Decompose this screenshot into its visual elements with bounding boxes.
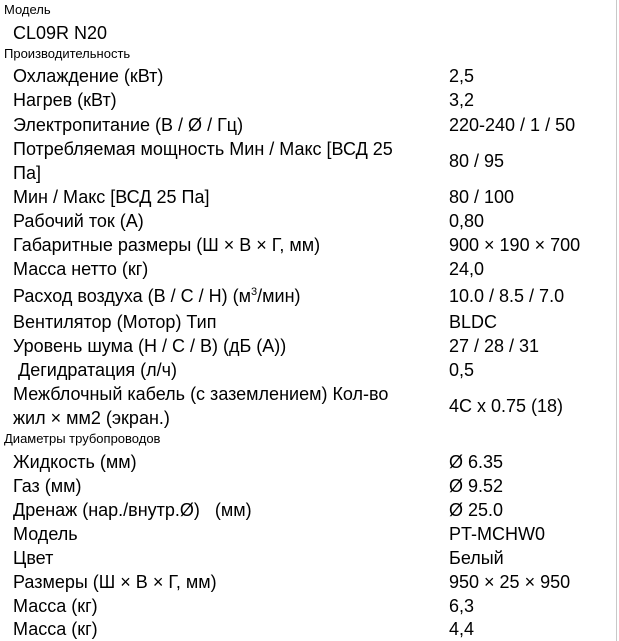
spec-value: 4С x 0.75 (18)	[449, 396, 564, 416]
spec-label: Жидкость (мм)	[13, 452, 137, 472]
spec-value: 4,4	[449, 619, 475, 639]
airflow-label-suffix: /мин)	[257, 286, 301, 306]
spec-value: 80 / 95	[449, 151, 505, 171]
spec-value: Ø 25.0	[449, 500, 504, 520]
spec-value: 10.0 / 8.5 / 7.0	[449, 286, 565, 306]
spec-value: 220-240 / 1 / 50	[449, 115, 576, 135]
spec-label: Газ (мм)	[13, 476, 82, 496]
spec-value: 900 × 190 × 700	[449, 235, 581, 255]
spec-value: 24,0	[449, 259, 485, 279]
spec-value: 27 / 28 / 31	[449, 336, 540, 356]
spec-label: Масса нетто (кг)	[13, 259, 149, 279]
spec-value: PT-MCHW0	[449, 524, 545, 544]
airflow-label-sup: 3	[251, 286, 258, 298]
section-header-performance: Производительность	[4, 46, 131, 61]
spec-value: 0,80	[449, 211, 485, 231]
spec-label: Цвет	[13, 548, 54, 568]
spec-label: Межблочный кабель (с заземлением) Кол-во жил × мм2 (экран.)	[13, 384, 389, 428]
section-header-pipes: Диаметры трубопроводов	[4, 431, 161, 446]
spec-value: BLDC	[449, 312, 498, 332]
spec-value: Ø 9.52	[449, 476, 504, 496]
spec-label-airflow	[13, 284, 433, 308]
spec-value: Ø 6.35	[449, 452, 504, 472]
spec-label: Электропитание (В / Ø / Гц)	[13, 115, 244, 135]
spec-value: 6,3	[449, 596, 475, 616]
spec-label: Размеры (Ш × В × Г, мм)	[13, 572, 217, 592]
section-header-model: Модель	[4, 2, 51, 17]
airflow-label-prefix: Расход воздуха (В / С / Н) (м	[13, 286, 252, 306]
spec-label: Охлаждение (кВт)	[13, 66, 164, 86]
spec-row	[0, 382, 617, 430]
spec-value: 950 × 25 × 950	[449, 572, 571, 592]
spec-value: 2,5	[449, 66, 475, 86]
model-value: CL09R N20	[13, 23, 108, 43]
spec-value: 80 / 100	[449, 187, 515, 207]
spec-value: 0,5	[449, 360, 475, 380]
spec-row	[0, 137, 617, 185]
spec-value: Белый	[449, 548, 504, 568]
spec-label: Модель	[13, 524, 78, 544]
spec-label: Потребляемая мощность Мин / Макс [ВСД 25 Па]	[13, 139, 393, 183]
spec-label: Вентилятор (Мотор) Тип	[13, 312, 217, 332]
spec-label: Масса (кг)	[13, 596, 98, 616]
spec-label: Масса (кг)	[13, 619, 98, 639]
spec-label: Уровень шума (Н / С / В) (дБ (А))	[13, 336, 287, 356]
spec-label: Мин / Макс [ВСД 25 Па]	[13, 187, 210, 207]
spec-label: Нагрев (кВт)	[13, 90, 117, 110]
spec-label: Дегидратация (л/ч)	[13, 360, 177, 380]
spec-label: Габаритные размеры (Ш × В × Г, мм)	[13, 235, 321, 255]
spec-label: Дренаж (нар./внутр.Ø) (мм)	[13, 500, 252, 520]
spec-value: 3,2	[449, 90, 475, 110]
spec-label: Рабочий ток (А)	[13, 211, 144, 231]
